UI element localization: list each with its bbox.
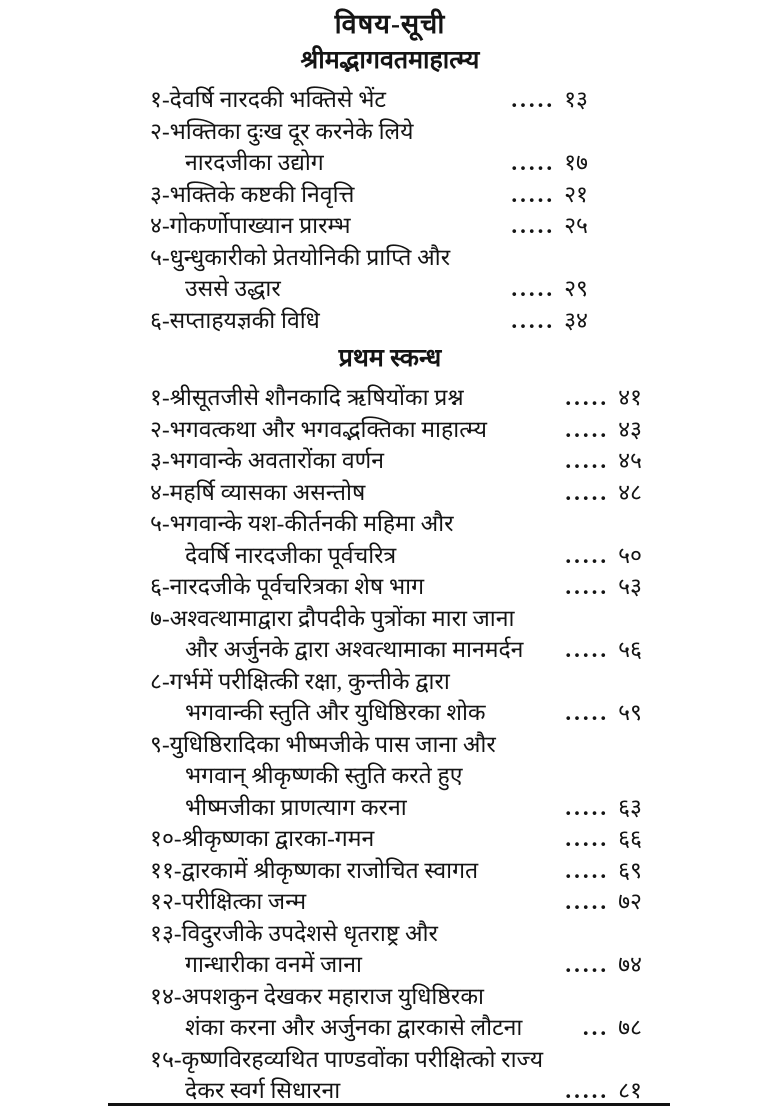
leader-dots: .....	[565, 479, 610, 505]
leader	[553, 382, 642, 414]
leader-dots: .....	[565, 952, 610, 977]
entry-title-text: ३-भक्तिके कष्टकी निवृत्ति	[150, 181, 355, 207]
leader-dots: .....	[565, 448, 610, 473]
entry-page-number: ४८	[618, 479, 642, 505]
leader	[553, 477, 642, 509]
toc-entry	[150, 823, 642, 855]
leader-dots: .....	[511, 276, 556, 301]
entry-title-text: ८-गर्भमें परीक्षित्की रक्षा, कुन्तीके द्वारा	[150, 668, 450, 694]
leader-dots: .....	[565, 385, 610, 410]
leader-dots: ...	[582, 1015, 610, 1040]
leader-dots: .....	[565, 416, 610, 442]
toc-entry-line	[150, 666, 642, 698]
entry-title-text: देकर स्वर्ग सिधारना	[185, 1078, 341, 1103]
toc-entry-line	[150, 477, 642, 509]
entry-title-text: और अर्जुनके द्वारा अश्वत्थामाका मानमर्दन	[185, 637, 524, 662]
toc-entry	[150, 84, 588, 116]
entry-page-number: २९	[564, 276, 588, 301]
toc-entry	[150, 445, 642, 477]
entry-page-number: ६६	[618, 826, 642, 851]
toc-entry	[150, 382, 642, 414]
section-heading: श्रीमद्भागवतमाहात्म्य	[300, 47, 480, 74]
entry-title-text: ११-द्वारकामें श्रीकृष्णका राजोचित स्वागत	[150, 857, 479, 883]
entry-title-text: ९-युधिष्ठिरादिका भीष्मजीके पास जाना और	[150, 731, 496, 757]
entry-title-text: ५-भगवान्के यश-कीर्तनकी महिमा और	[150, 511, 454, 536]
toc-entry	[150, 242, 588, 305]
leader-dots: .....	[565, 637, 610, 662]
toc-entry-list	[150, 84, 588, 336]
leader-dots: .....	[565, 542, 610, 568]
entry-page-number: ७४	[618, 952, 642, 977]
entry-title-text: ५-धुन्धुकारीको प्रेतयोनिकी प्राप्ति और	[150, 244, 451, 270]
leader	[553, 792, 642, 824]
leader-dots: .....	[565, 857, 610, 883]
toc-entry	[150, 305, 588, 337]
entry-page-number: ५३	[618, 574, 642, 599]
toc-entry-line	[150, 918, 642, 950]
entry-title-text: देवर्षि नारदजीका पूर्वचरित्र	[185, 542, 397, 568]
toc-entry-line	[150, 273, 588, 305]
entry-page-number: ५०	[618, 542, 642, 568]
toc-entry	[150, 1044, 642, 1107]
entry-title-text: ३-भगवान्के अवतारोंका वर्णन	[150, 448, 385, 473]
leader	[553, 571, 642, 603]
entry-title-text: ६-नारदजीके पूर्वचरित्रका शेष भाग	[150, 574, 425, 599]
toc-entry-line	[150, 116, 588, 148]
entry-title-text: गान्धारीका वनमें जाना	[185, 952, 362, 977]
toc-entry-line	[150, 540, 642, 572]
toc-entry-line	[150, 571, 642, 603]
entry-page-number: ५९	[618, 700, 642, 725]
entry-title-text: १४-अपशकुन देखकर महाराज युधिष्ठिरका	[150, 983, 484, 1009]
leader-dots: .....	[565, 1078, 610, 1103]
entry-page-number: ४३	[618, 416, 642, 442]
entry-title-text: २-भक्तिका दुःख दूर करनेके लिये	[150, 118, 414, 144]
toc-entry-line	[150, 445, 642, 477]
entry-title-text: ७-अश्वत्थामाद्वारा द्रौपदीके पुत्रोंका मारा जाना	[150, 605, 515, 631]
page-title: विषय-सूची	[334, 9, 446, 39]
entry-page-number: ७२	[618, 889, 642, 914]
leader	[553, 634, 642, 666]
toc-entry	[150, 603, 642, 666]
leader-dots: .....	[511, 150, 556, 175]
entry-title-text: १०-श्रीकृष्णका द्वारका-गमन	[150, 826, 375, 851]
toc-entry	[150, 918, 642, 981]
entry-page-number: २५	[564, 213, 588, 238]
toc-entry	[150, 855, 642, 887]
toc-entry-line	[150, 508, 642, 540]
leader-dots: .....	[565, 794, 610, 820]
entry-title-text: १-देवर्षि नारदकी भक्तिसे भेंट	[150, 87, 386, 112]
toc-entry-line	[150, 823, 642, 855]
toc-sections	[0, 42, 780, 1107]
leader	[499, 305, 588, 337]
leader	[553, 445, 642, 477]
leader	[499, 273, 588, 305]
toc-entry-line	[150, 603, 642, 635]
entry-title-text: १५-कृष्णविरहव्यथित पाण्डवोंका परीक्षित्को राज्य	[150, 1046, 544, 1072]
entry-title-text: ६-सप्ताहयज्ञकी विधि	[150, 307, 320, 333]
leader	[553, 855, 642, 887]
leader-dots: .....	[565, 889, 610, 914]
entry-page-number: ६९	[618, 857, 642, 883]
leader	[499, 179, 588, 211]
toc-entry-line	[150, 242, 588, 274]
leader-dots: .....	[511, 181, 556, 207]
toc-entry	[150, 886, 642, 918]
toc-entry-line	[150, 84, 588, 116]
leader	[553, 1075, 642, 1107]
leader-dots: .....	[565, 700, 610, 725]
toc-entry-line	[150, 1012, 642, 1044]
toc-entry	[150, 729, 642, 824]
entry-title-text: १-श्रीसूतजीसे शौनकादि ऋषियोंका प्रश्न	[150, 385, 464, 410]
entry-title-text: भीष्मजीका प्राणत्याग करना	[185, 794, 407, 820]
entry-page-number: ४१	[618, 385, 642, 410]
toc-entry-line	[150, 760, 642, 792]
toc-entry-line	[150, 729, 642, 761]
entry-page-number: ६३	[618, 794, 642, 820]
toc-entry	[150, 179, 588, 211]
leader	[553, 697, 642, 729]
entry-title-text: १३-विदुरजीके उपदेशसे धृतराष्ट्र और	[150, 920, 438, 946]
entry-title-text: २-भगवत्कथा और भगवद्भक्तिका माहात्म्य	[150, 416, 487, 442]
toc-entry	[150, 981, 642, 1044]
toc-section	[0, 42, 780, 336]
toc-entry-line	[150, 634, 642, 666]
toc-entry	[150, 210, 588, 242]
toc-entry	[150, 571, 642, 603]
toc-entry	[150, 414, 642, 446]
entry-page-number: २१	[564, 181, 588, 207]
toc-entry-line	[150, 1044, 642, 1076]
entry-page-number: ८१	[618, 1078, 642, 1103]
toc-entry	[150, 116, 588, 179]
entry-title-text: भगवान्की स्तुति और युधिष्ठिरका शोक	[185, 700, 486, 725]
leader-dots: .....	[511, 87, 556, 112]
entry-title-text: शंका करना और अर्जुनका द्वारकासे लौटना	[185, 1015, 523, 1040]
toc-entry-line	[150, 1075, 642, 1107]
toc-entry-line	[150, 792, 642, 824]
entry-title-text: १२-परीक्षित्का जन्म	[150, 889, 307, 914]
toc-entry-line	[150, 179, 588, 211]
toc-entry	[150, 508, 642, 571]
toc-entry-line	[150, 886, 642, 918]
bottom-rule	[108, 1103, 670, 1106]
toc-entry-line	[150, 147, 588, 179]
toc-entry	[150, 666, 642, 729]
entry-page-number: ४५	[618, 448, 642, 473]
leader	[499, 210, 588, 242]
leader	[499, 84, 588, 116]
leader	[553, 823, 642, 855]
leader-dots: .....	[511, 213, 556, 238]
entry-title-text: ४-महर्षि व्यासका असन्तोष	[150, 479, 366, 505]
entry-page-number: ७८	[618, 1015, 642, 1040]
toc-entry-line	[150, 305, 588, 337]
toc-entry-list	[150, 382, 642, 1107]
section-heading: प्रथम स्कन्ध	[338, 345, 442, 372]
toc-entry-line	[150, 949, 642, 981]
toc-entry-line	[150, 210, 588, 242]
entry-title-text: नारदजीका उद्योग	[185, 150, 324, 175]
leader-dots: .....	[565, 574, 610, 599]
entry-title-text: उससे उद्धार	[185, 276, 281, 301]
leader	[553, 949, 642, 981]
leader	[499, 147, 588, 179]
entry-page-number: १३	[564, 87, 588, 112]
toc-entry	[150, 477, 642, 509]
entry-page-number: ३४	[564, 307, 588, 333]
entry-page-number: ५६	[618, 637, 642, 662]
toc-section	[0, 336, 780, 1107]
leader	[553, 886, 642, 918]
entry-title-text: ४-गोकर्णोपाख्यान प्रारम्भ	[150, 213, 351, 238]
toc-entry-line	[150, 414, 642, 446]
entry-title-text: भगवान् श्रीकृष्णकी स्तुति करते हुए	[185, 763, 463, 788]
toc-entry-line	[150, 855, 642, 887]
toc-entry-line	[150, 697, 642, 729]
toc-entry-line	[150, 382, 642, 414]
toc-entry-line	[150, 981, 642, 1013]
leader	[553, 414, 642, 446]
entry-page-number: १७	[564, 150, 588, 175]
leader	[553, 540, 642, 572]
leader	[571, 1012, 642, 1044]
leader-dots: .....	[565, 826, 610, 851]
leader-dots: .....	[511, 307, 556, 333]
